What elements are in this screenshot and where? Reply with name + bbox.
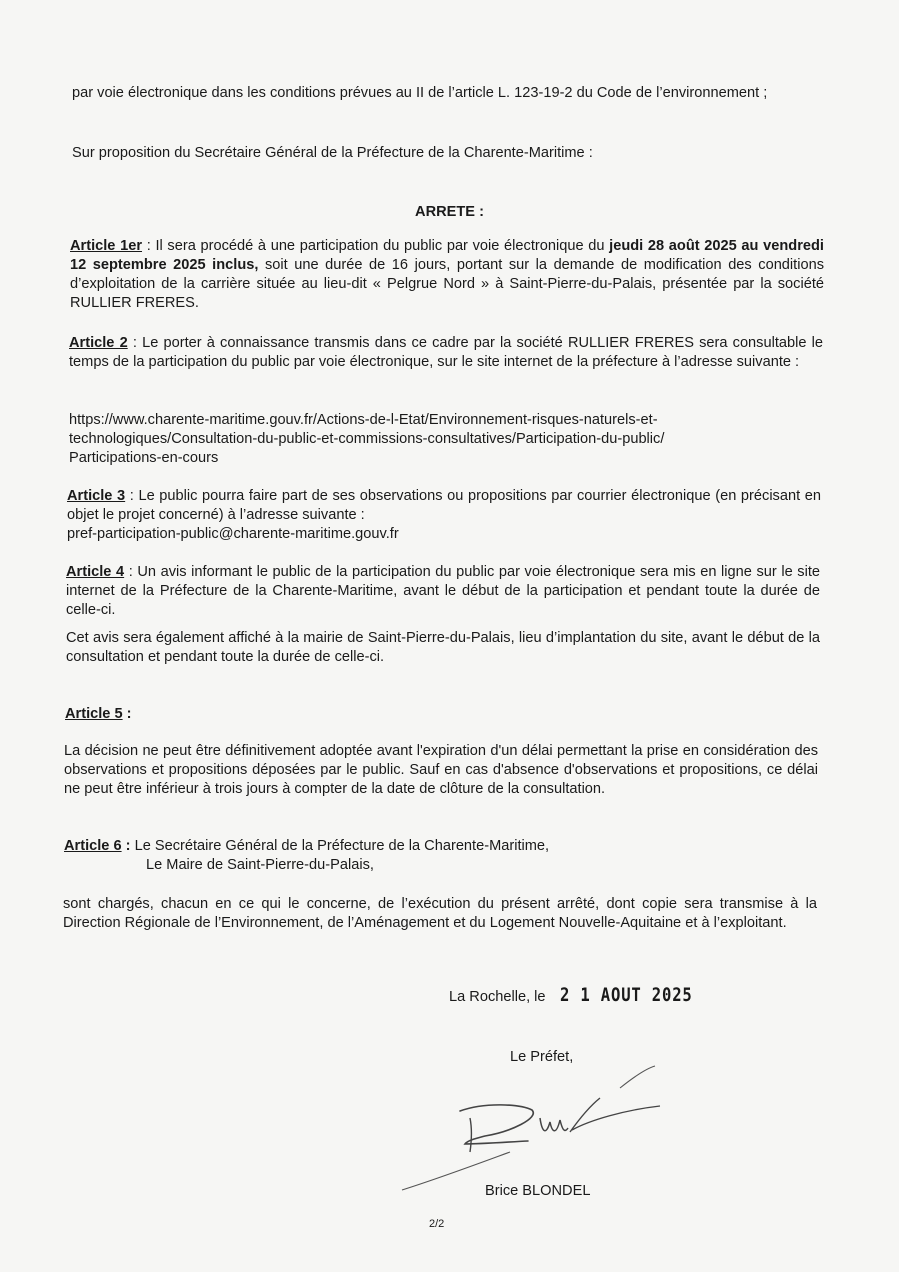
article-2: Article 2 : Le porter à connaissance transmis dans ce cadre par la société RULLIER FRERES sera consultable le temps de la participation du public par voie électronique, sur le site internet de la préfecture à l’adresse suivante : [69, 335, 823, 370]
article-3: Article 3 : Le public pourra faire part de ses observations ou propositions par courrier électronique (en précisant en objet le projet concerné) à l’adresse suivante : [67, 488, 821, 523]
prefect-name: Brice BLONDEL [485, 1183, 591, 1199]
article-1: Article 1er : Il sera procédé à une participation du public par voie électronique du jeudi 28 août 2025 au vendredi 12 septembre 2025 inclus, soit une durée de 16 jours, portant sur la demande de modification des conditions d’exploitation de la carrière située au lieu-dit « Pelgrue Nord » à Saint-Pierre-du-Palais, présentée par la société RULLIER FRERES. [70, 238, 824, 311]
date-stamp: 2 1 AOUT 2025 [559, 984, 693, 1006]
article-2-label: Article 2 [69, 335, 128, 351]
article-5-text: La décision ne peut être définitivement adoptée avant l'expiration d'un délai permettant la prise en considération des observations et propositions déposées par le public. Sauf en cas d'absence d'observations et propositions, ce délai ne peut être inférieur à trois jours à compter de la date de clôture de la consultation. [64, 743, 818, 797]
place-date: La Rochelle, le 2 1 AOUT 2025 [449, 984, 693, 1006]
page-number: 2/2 [429, 1218, 445, 1230]
prefect-title: Le Préfet, [510, 1049, 574, 1065]
article-4-notice: Cet avis sera également affiché à la mairie de Saint-Pierre-du-Palais, lieu d’implantation du site, avant le début de la consultation et pendant toute la durée de celle-ci. [66, 630, 820, 665]
signature [390, 1058, 680, 1198]
participation-dates: jeudi 28 août 2025 au vendredi 12 septembre 2025 inclus, [70, 238, 824, 273]
intro-paragraph: par voie électronique dans les conditions prévues au II de l’article L. 123-19-2 du Code de l’environnement ; [72, 85, 768, 101]
article-3-email[interactable]: pref-participation-public@charente-maritime.gouv.fr [67, 526, 399, 542]
proposal-paragraph: Sur proposition du Secrétaire Général de la Préfecture de la Charente-Maritime : [72, 145, 593, 161]
article-3-label: Article 3 [67, 488, 126, 504]
article-1-label: Article 1er [70, 238, 143, 254]
article-4: Article 4 : Un avis informant le public de la participation du public par voie électronique sera mis en ligne sur le site internet de la Préfecture de la Charente-Maritime, avant le début de la participation et pendant toute la durée de celle-ci. [66, 564, 821, 618]
article-4-label: Article 4 [66, 564, 125, 580]
article-6: Article 6 : Le Secrétaire Général de la Préfecture de la Charente-Maritime, Le Maire de Saint-Pierre-du-Palais, [64, 838, 550, 873]
article-6-text: sont chargés, chacun en ce qui le concerne, de l’exécution du présent arrêté, dont copie sera transmise à la Direction Régionale de l’Environnement, de l’Aménagement et du Logement Nouvelle-Aquitaine et à l’exploitant. [63, 896, 817, 931]
article-5-label: Article 5 [65, 706, 123, 722]
article-2-url[interactable]: https://www.charente-maritime.gouv.fr/Actions-de-l-Etat/Environnement-risques-naturels-et- technologiques/Consultation-du-public-et-commissions-consultatives/Participation-du-public/ Participations-en-cours [69, 412, 665, 466]
decree-heading: ARRETE : [415, 204, 484, 220]
article-6-label: Article 6 [64, 838, 122, 854]
article-5-heading: Article 5 : [65, 706, 132, 722]
